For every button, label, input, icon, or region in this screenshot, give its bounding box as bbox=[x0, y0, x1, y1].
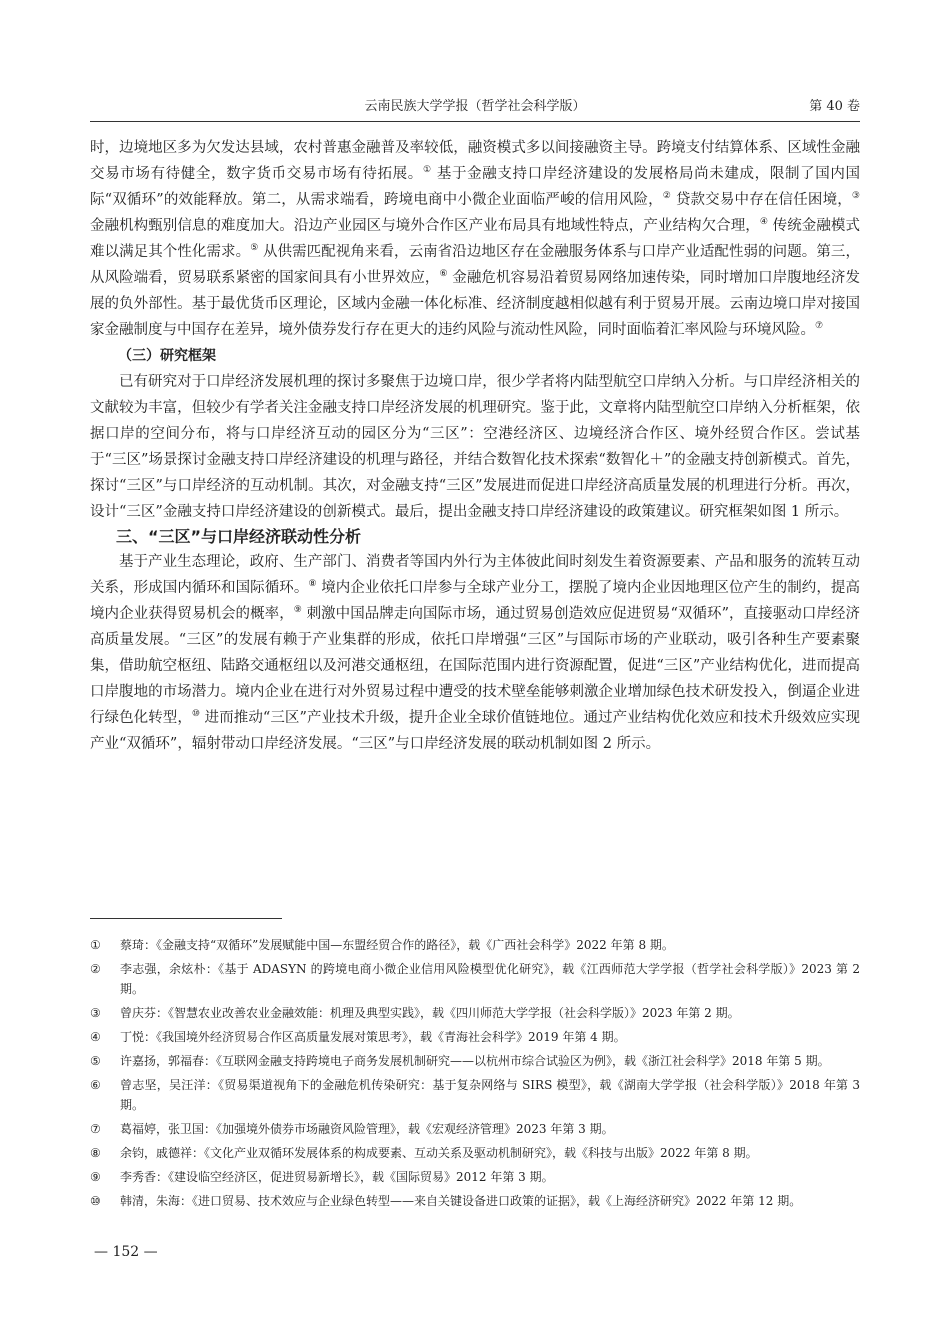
footnote bbox=[90, 959, 860, 999]
footnote-rule bbox=[90, 918, 282, 919]
footnote-number: ⑩ bbox=[90, 1194, 101, 1208]
paragraph-text: 基于产业生态理论，政府、生产部门、消费者等国内外行为主体彼此间时刻发生着资源要素、产品和服务的流转互动关系，形成国内循环和国际循环。 bbox=[90, 554, 860, 596]
footnote bbox=[90, 1191, 860, 1211]
paragraph-text: 金融机构甄别信息的难度加大。沿边产业园区与境外合作区产业布局具有地域性特点，产业结构欠合理， bbox=[90, 218, 760, 234]
paragraph-text: 贷款交易中存在信任困境， bbox=[671, 192, 852, 208]
footnote-ref[interactable]: ① bbox=[422, 165, 432, 176]
footnote-ref[interactable]: ⑥ bbox=[439, 269, 448, 280]
footnote-text: 曾志坚，吴汪洋：《贸易渠道视角下的金融危机传染研究：基于复杂网络与 SIRS 模型》，载《湖南大学学报（社会科学版）》2018 年第 3 期。 bbox=[120, 1078, 860, 1112]
footnote-text: 曾庆芬：《智慧农业改善农业金融效能：机理及典型实践》，载《四川师范大学学报（社会科学版）》2023 年第 2 期。 bbox=[120, 1006, 740, 1020]
footnote-ref[interactable]: ⑩ bbox=[191, 709, 201, 720]
footnote-ref[interactable]: ⑨ bbox=[293, 605, 302, 616]
paragraph-text: 金融危机容易沿着贸易网络加速传染，同时增加口岸腹地经济发展的负外部性。基于最优货币区理论，区域内金融一体化标准、经济制度越相似越有利于贸易开展。云南边境口岸对接国家金融制度与中国存在差异，境外债券发行存在更大的违约风险与流动性风险，同时面临着汇率风险与环境风险。 bbox=[90, 270, 860, 338]
article-body bbox=[90, 135, 860, 757]
journal-title: 云南民族大学学报（哲学社会科学版） bbox=[364, 99, 586, 114]
footnote-ref[interactable]: ③ bbox=[851, 191, 860, 202]
paragraph-text: 进而推动“三区”产业技术升级，提升企业全球价值链地位。通过产业结构优化效应和技术升级效应实现产业“双循环”，辐射带动口岸经济发展。“三区”与口岸经济发展的联动机制如图 2 所示。 bbox=[90, 710, 860, 752]
paragraph-text: 传统金融模式难以满足其个性化需求。 bbox=[90, 218, 860, 260]
footnote bbox=[90, 1167, 860, 1187]
paragraph-research-framework: 已有研究对于口岸经济发展机理的探讨多聚焦于边境口岸，很少学者将内陆型航空口岸纳入分析。与口岸经济相关的文献较为丰富，但较少有学者关注金融支持口岸经济发展的机理研究。鉴于此，文章将内陆型航空口岸纳入分析框架，依据口岸的空间分布，将与口岸经济互动的园区分为“三区”：空港经济区、边境经济合作区、境外经贸合作区。尝试基于“三区”场景探讨金融支持口岸经济建设的机理与路径，并结合数智化技术探索“数智化＋”的金融支持创新模式。首先，探讨“三区”与口岸经济的互动机制。其次，对金融支持“三区”发展进而促进口岸经济高质量发展的机理进行分析。再次，设计“三区”金融支持口岸经济建设的创新模式。最后，提出金融支持口岸经济建设的政策建议。研究框架如图 1 所示。 bbox=[90, 374, 860, 520]
paragraph-linkage bbox=[90, 549, 860, 757]
footnote bbox=[90, 1027, 860, 1047]
footnote-ref[interactable]: ⑧ bbox=[308, 579, 317, 590]
running-head bbox=[90, 95, 860, 117]
footnote-number: ③ bbox=[90, 1006, 101, 1020]
paragraph-text: 基于金融支持口岸经济建设的发展格局尚未建成，限制了国内国际“双循环”的效能释放。第二，从需求端看，跨境电商中小微企业面临严峻的信用风险， bbox=[90, 166, 860, 208]
footnote-number: ⑥ bbox=[90, 1078, 101, 1092]
paragraph-continued bbox=[90, 135, 860, 343]
footnote bbox=[90, 1143, 860, 1163]
footnote-number: ⑤ bbox=[90, 1054, 101, 1068]
header-rule bbox=[90, 121, 860, 122]
footnote bbox=[90, 1003, 860, 1023]
paragraph-text: 境内企业依托口岸参与全球产业分工，摆脱了境内企业因地理区位产生的制约，提高境内企业获得贸易机会的概率， bbox=[90, 580, 860, 622]
footnote-number: ⑨ bbox=[90, 1170, 101, 1184]
footnote-number: ⑧ bbox=[90, 1146, 101, 1160]
footnotes bbox=[90, 935, 860, 1215]
footnote-ref[interactable]: ④ bbox=[759, 217, 769, 228]
footnote bbox=[90, 935, 860, 955]
footnote bbox=[90, 1119, 860, 1139]
paragraph-text: 时，边境地区多为欠发达县域，农村普惠金融普及率较低，融资模式多以间接融资主导。跨境支付结算体系、区域性金融交易市场有待健全，数字货币交易市场有待拓展。 bbox=[90, 140, 860, 182]
footnote-text: 蔡琦：《金融支持“双循环”发展赋能中国—东盟经贸合作的路径》，载《广西社会科学》2022 年第 8 期。 bbox=[120, 938, 674, 952]
volume-number: 第 40 卷 bbox=[809, 99, 860, 114]
subsection-heading: （三）研究框架 bbox=[118, 348, 216, 364]
footnote-number: ⑦ bbox=[90, 1122, 101, 1136]
paragraph-text: 刺激中国品牌走向国际市场，通过贸易创造效应促进贸易“双循环”，直接驱动口岸经济高质量发展。“三区”的发展有赖于产业集群的形成，依托口岸增强“三区”与国际市场的产业联动，吸引各种生产要素聚集，借助航空枢纽、陆路交通枢纽以及河港交通枢纽，在国际范围内进行资源配置，促进“三区”产业结构优化，进而提高口岸腹地的市场潜力。境内企业在进行对外贸易过程中遭受的技术壁垒能够刺激企业增加绿色技术研发投入，倒逼企业进行绿色化转型， bbox=[90, 606, 860, 726]
footnote-number: ④ bbox=[90, 1030, 101, 1044]
footnote-text: 丁悦：《我国境外经济贸易合作区高质量发展对策思考》，载《青海社会科学》2019 年第 4 期。 bbox=[120, 1030, 626, 1044]
footnote bbox=[90, 1051, 860, 1071]
footnote-text: 李秀香：《建设临空经济区，促进贸易新增长》，载《国际贸易》2012 年第 3 期。 bbox=[120, 1170, 554, 1184]
page-number: — 152 — bbox=[94, 1244, 158, 1260]
footnote-ref[interactable]: ⑦ bbox=[815, 321, 824, 332]
footnote-text: 许嘉扬，郭福春：《互联网金融支持跨境电子商务发展机制研究——以杭州市综合试验区为例》，载《浙江社会科学》2018 年第 5 期。 bbox=[120, 1054, 830, 1068]
footnote-number: ① bbox=[90, 938, 101, 952]
footnote-text: 李志强，余炫朴：《基于 ADASYN 的跨境电商小微企业信用风险模型优化研究》，载《江西师范大学学报（哲学社会科学版）》2023 第 2 期。 bbox=[120, 962, 860, 996]
footnote-ref[interactable]: ⑤ bbox=[250, 243, 259, 254]
paragraph-text: 从供需匹配视角来看，云南省沿边地区存在金融服务体系与口岸产业适配性弱的问题。第三，从风险端看，贸易联系紧密的国家间具有小世界效应， bbox=[90, 244, 860, 286]
section-heading: 三、“三区”与口岸经济联动性分析 bbox=[116, 527, 362, 546]
footnote bbox=[90, 1075, 860, 1115]
footnote-number: ② bbox=[90, 962, 101, 976]
footnote-ref[interactable]: ② bbox=[662, 191, 672, 202]
footnote-text: 韩清，朱海：《进口贸易、技术效应与企业绿色转型——来自关键设备进口政策的证据》，载《上海经济研究》2022 年第 12 期。 bbox=[120, 1194, 802, 1208]
footnote-text: 余钧，戚德祥：《文化产业双循环发展体系的构成要素、互动关系及驱动机制研究》，载《科技与出版》2022 年第 8 期。 bbox=[120, 1146, 758, 1160]
footnote-text: 葛福婷，张卫国：《加强境外债券市场融资风险管理》，载《宏观经济管理》2023 年第 3 期。 bbox=[120, 1122, 614, 1136]
